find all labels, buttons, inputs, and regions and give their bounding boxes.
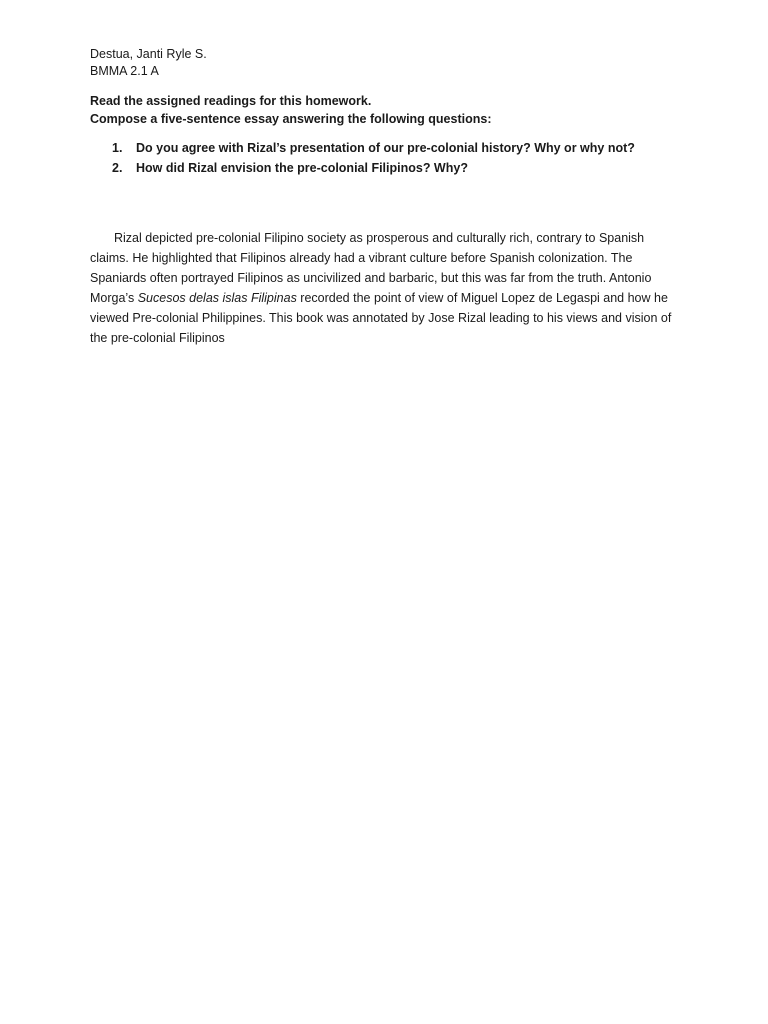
essay-text-part-1: Rizal depicted pre-colonial Filipino society as prosperous and culturally rich, contrary to Spanish claims. He highlighted that Filipinos already had a vibrant culture before Spanish colonization. The Spaniards often portrayed Filipinos as uncivilized and barbaric, but this was far from the truth. Antonio Morga’s <box>90 231 652 305</box>
question-text: Do you agree with Rizal’s presentation of our pre-colonial history? Why or why not? <box>136 141 635 155</box>
essay-body <box>90 228 680 348</box>
question-list <box>90 138 680 178</box>
essay-text-part-2: recorded the point of view of Miguel Lopez de Legaspi and how he viewed Pre-colonial Philippines. This book was annotated by Jose Rizal leading to his views and vision of the pre-colonial Filipinos <box>90 291 672 345</box>
student-section: BMMA 2.1 A <box>90 64 159 78</box>
question-number: 2. <box>112 161 123 175</box>
question-text: How did Rizal envision the pre-colonial Filipinos? Why? <box>136 161 468 175</box>
student-header <box>90 46 680 80</box>
homework-instructions <box>90 92 680 128</box>
question-item <box>90 138 680 158</box>
book-title: Sucesos delas islas Filipinas <box>137 291 297 305</box>
question-item <box>90 158 680 178</box>
instruction-line-1: Read the assigned readings for this homework. <box>90 94 372 108</box>
document-content <box>90 46 680 348</box>
student-name: Destua, Janti Ryle S. <box>90 47 207 61</box>
question-number: 1. <box>112 141 123 155</box>
instruction-line-2: Compose a five-sentence essay answering the following questions: <box>90 112 492 126</box>
essay-paragraph <box>90 228 680 348</box>
